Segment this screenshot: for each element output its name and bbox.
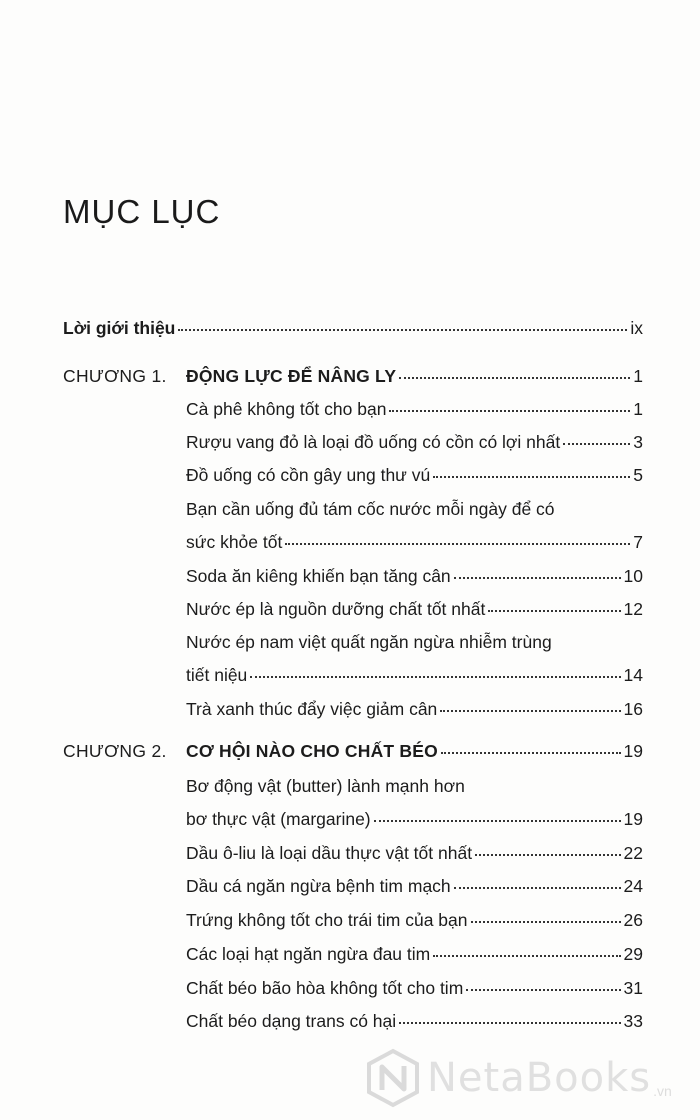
dot-leader — [466, 989, 620, 991]
toc-entry[interactable] — [186, 599, 643, 627]
entry-page: 22 — [623, 843, 643, 863]
entry-page: 19 — [623, 809, 643, 829]
chapter-heading[interactable] — [186, 366, 643, 394]
chapter-heading[interactable] — [186, 741, 643, 769]
toc-entry[interactable] — [186, 465, 643, 493]
entry-text: tiết niệu — [186, 665, 248, 685]
entry-text: Dầu ô-liu là loại dầu thực vật tốt nhất — [186, 843, 473, 863]
toc-entry[interactable] — [186, 665, 643, 693]
chapter-label: CHƯƠNG 1. — [63, 366, 167, 386]
entry-text: Các loại hạt ngăn ngừa đau tim — [186, 944, 431, 964]
dot-leader — [399, 1022, 620, 1024]
page-title: MỤC LỤC — [63, 193, 221, 230]
entry-page: 1 — [633, 366, 643, 386]
toc-entry[interactable] — [186, 978, 643, 1006]
watermark — [365, 1043, 700, 1113]
toc-entry[interactable] — [186, 699, 643, 727]
chapter-title: CƠ HỘI NÀO CHO CHẤT BÉO — [186, 741, 438, 761]
entry-text-line1: Bạn cần uống đủ tám cốc nước mỗi ngày để có — [186, 499, 555, 519]
dot-leader — [178, 329, 627, 331]
entry-page: 33 — [623, 1011, 643, 1031]
dot-leader — [250, 676, 620, 678]
entry-page: 10 — [623, 566, 643, 586]
toc-entry[interactable] — [186, 843, 643, 871]
entry-text: Chất béo dạng trans có hại — [186, 1011, 397, 1031]
dot-leader — [440, 710, 620, 712]
entry-page: 19 — [623, 741, 643, 761]
entry-page: ix — [630, 318, 643, 338]
entry-page: 12 — [623, 599, 643, 619]
toc-entry[interactable] — [186, 876, 643, 904]
toc-entry[interactable] — [186, 944, 643, 972]
entry-text: Dầu cá ngăn ngừa bệnh tim mạch — [186, 876, 451, 896]
dot-leader — [471, 921, 621, 923]
entry-page: 3 — [633, 432, 643, 452]
dot-leader — [374, 820, 621, 822]
netabooks-logo-icon — [365, 1048, 421, 1108]
entry-text-line1: Nước ép nam việt quất ngăn ngừa nhiễm trùng — [186, 632, 552, 652]
entry-page: 26 — [623, 910, 643, 930]
dot-leader — [441, 752, 621, 754]
entry-page: 24 — [623, 876, 643, 896]
entry-text: Cà phê không tốt cho bạn — [186, 399, 387, 419]
entry-page: 29 — [623, 944, 643, 964]
toc-entry[interactable] — [186, 910, 643, 938]
watermark-brand: NetaBooks — [427, 1055, 652, 1101]
entry-text: Lời giới thiệu — [63, 318, 176, 338]
entry-text: Đồ uống có cồn gây ung thư vú — [186, 465, 431, 485]
dot-leader — [563, 443, 630, 445]
entry-text: Soda ăn kiêng khiến bạn tăng cân — [186, 566, 451, 586]
entry-page: 16 — [623, 699, 643, 719]
toc-entry[interactable] — [186, 566, 643, 594]
entry-text: Trứng không tốt cho trái tim của bạn — [186, 910, 468, 930]
entry-text: Nước ép là nguồn dưỡng chất tốt nhất — [186, 599, 486, 619]
entry-text: Rượu vang đỏ là loại đồ uống có cồn có lợi nhất — [186, 432, 561, 452]
entry-page: 5 — [633, 465, 643, 485]
dot-leader — [433, 476, 630, 478]
toc-entry[interactable] — [186, 532, 643, 560]
entry-page: 7 — [633, 532, 643, 552]
watermark-suffix: .vn — [653, 1083, 672, 1099]
toc-entry[interactable] — [186, 809, 643, 837]
dot-leader — [475, 854, 620, 856]
entry-page: 31 — [623, 978, 643, 998]
toc-entry[interactable] — [186, 1011, 643, 1039]
entry-text-line1: Bơ động vật (butter) lành mạnh hơn — [186, 776, 465, 796]
dot-leader — [454, 887, 621, 889]
dot-leader — [488, 610, 620, 612]
dot-leader — [389, 410, 630, 412]
dot-leader — [433, 955, 620, 957]
dot-leader — [454, 577, 621, 579]
dot-leader — [285, 543, 630, 545]
entry-text: Chất béo bão hòa không tốt cho tim — [186, 978, 464, 998]
toc-entry-intro[interactable] — [63, 318, 643, 346]
entry-text: bơ thực vật (margarine) — [186, 809, 371, 829]
entry-text: sức khỏe tốt — [186, 532, 283, 552]
entry-text: Trà xanh thúc đẩy việc giảm cân — [186, 699, 438, 719]
entry-page: 1 — [633, 399, 643, 419]
toc-entry[interactable] — [186, 432, 643, 460]
toc-entry[interactable] — [186, 399, 643, 427]
entry-page: 14 — [623, 665, 643, 685]
chapter-label: CHƯƠNG 2. — [63, 741, 167, 761]
dot-leader — [399, 377, 630, 379]
chapter-title: ĐỘNG LỰC ĐỂ NÂNG LY — [186, 366, 397, 386]
